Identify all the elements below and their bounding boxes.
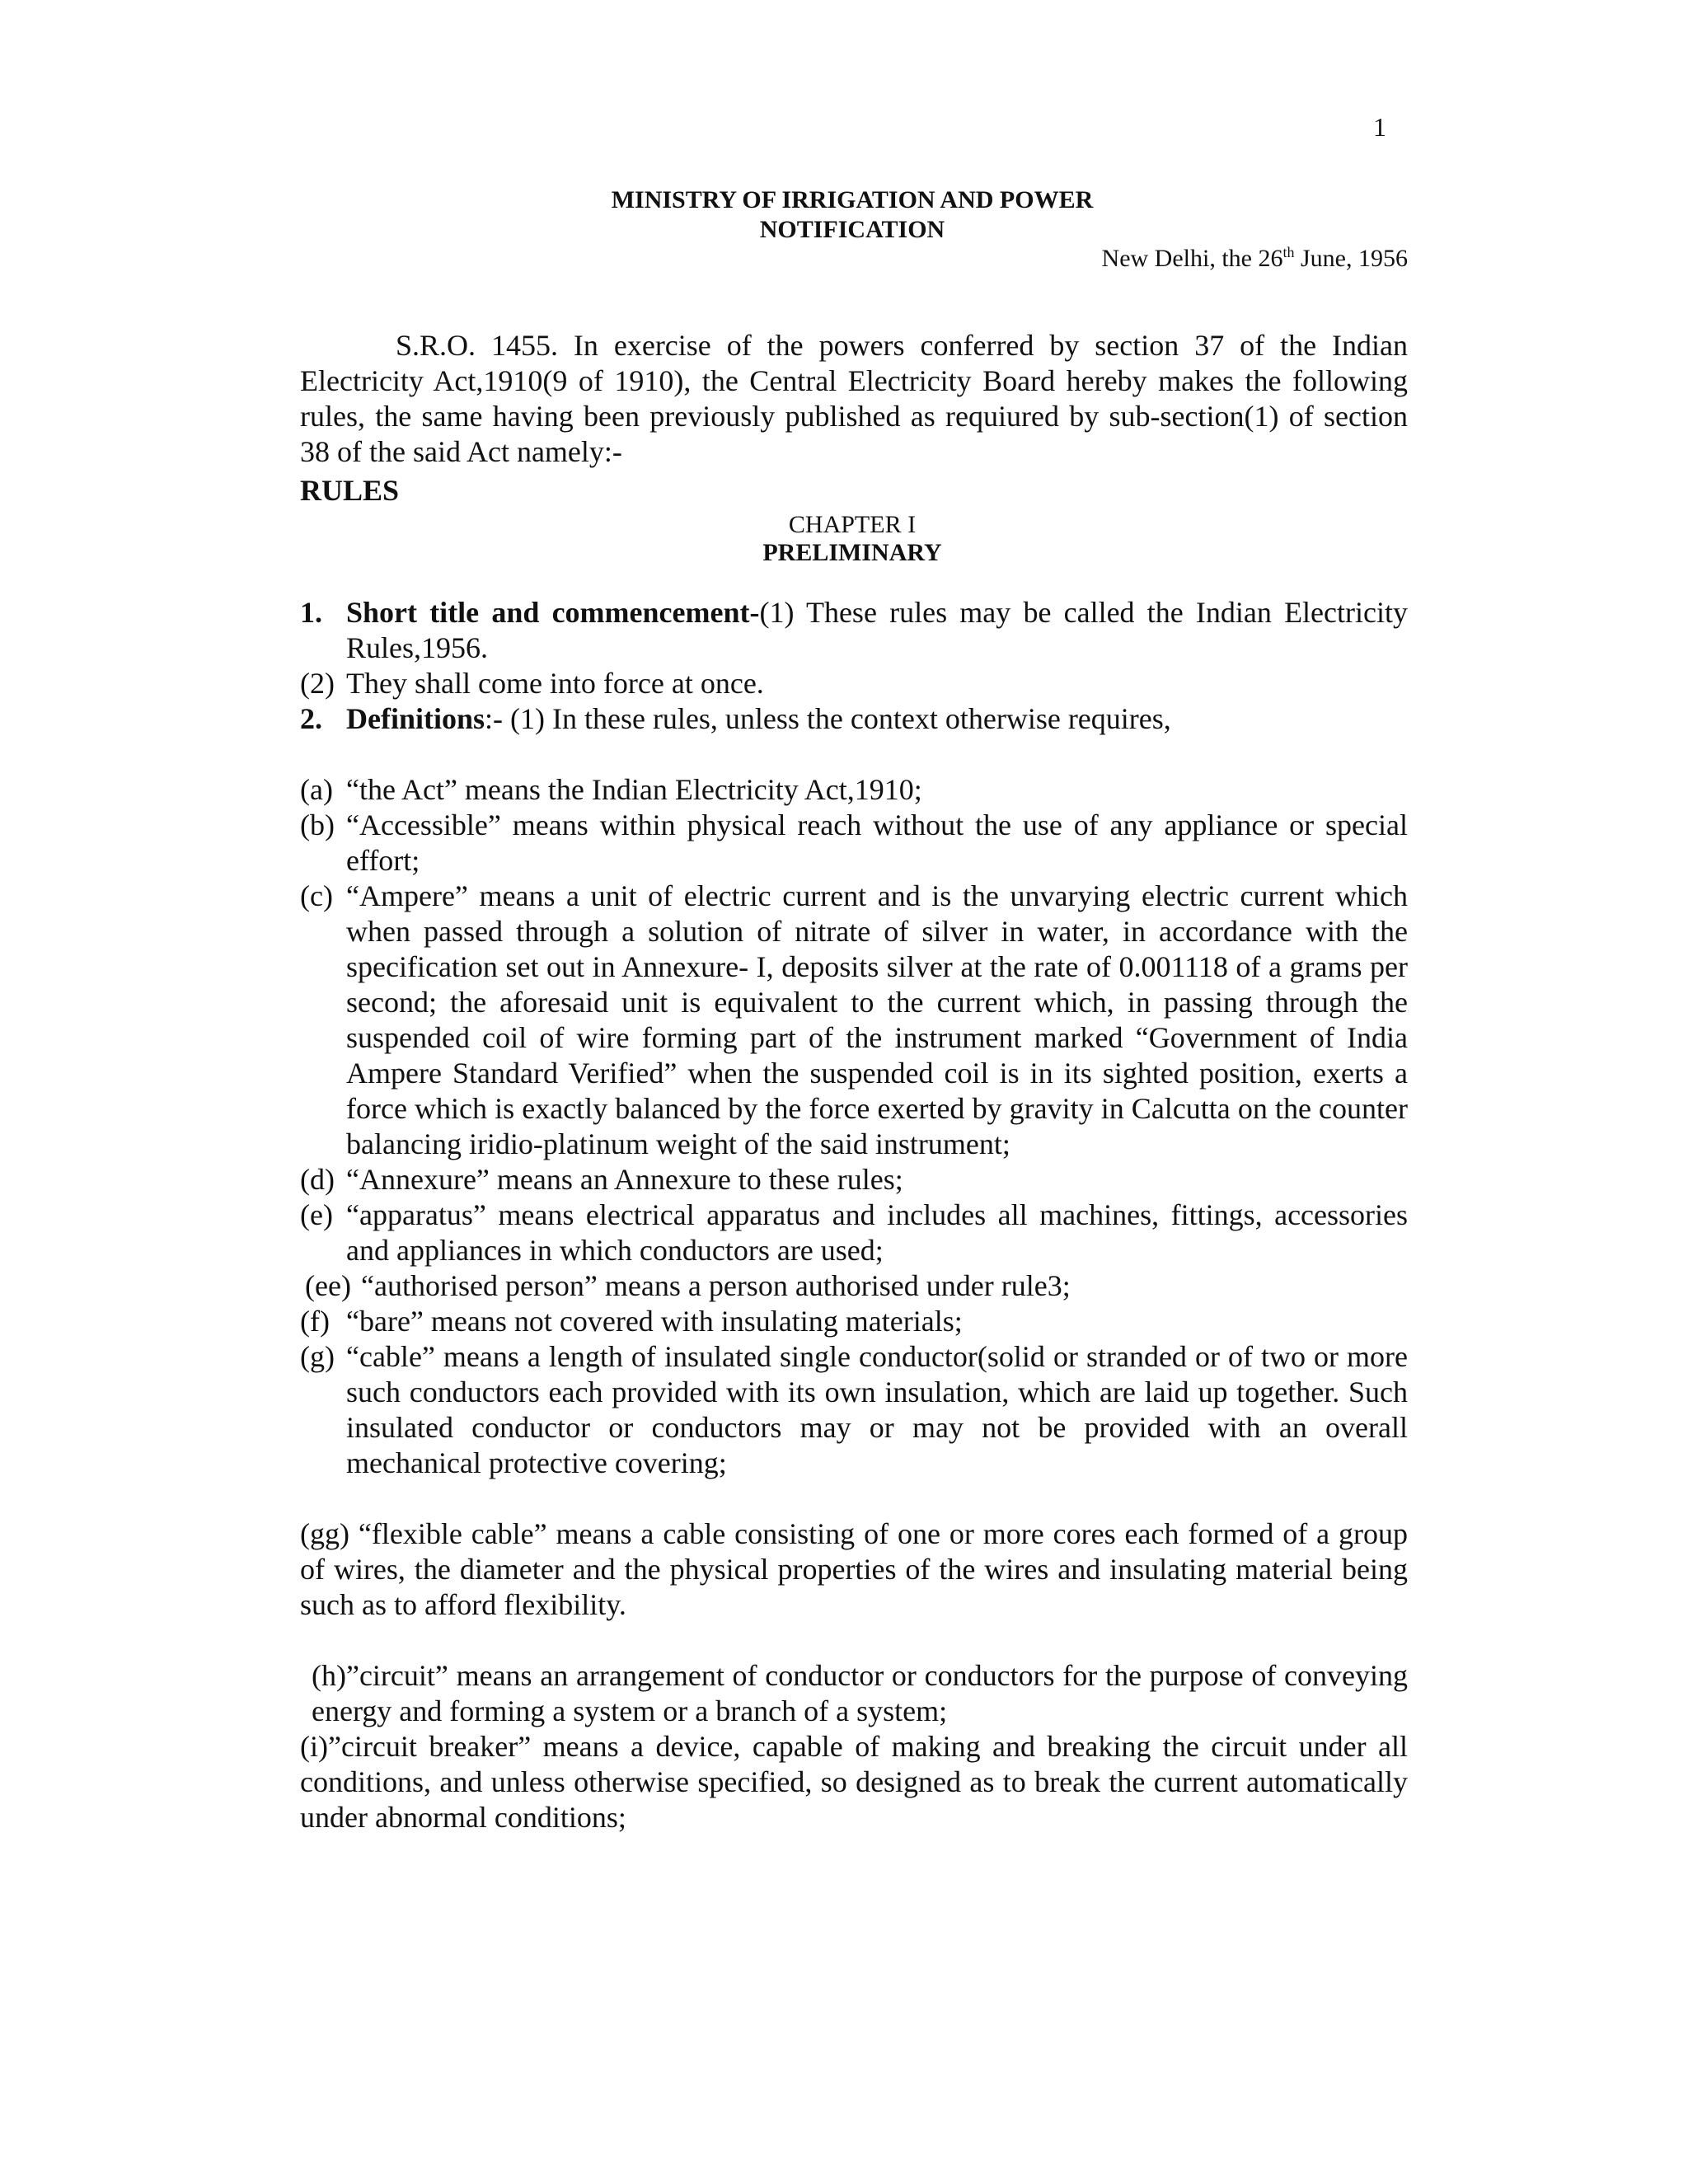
definition-item xyxy=(300,1304,1408,1339)
definition-item xyxy=(300,1197,1408,1268)
definition-label: (f) xyxy=(300,1305,330,1338)
definition-item xyxy=(305,1268,1413,1304)
date-superscript: th xyxy=(1282,244,1295,260)
definition-label: (b) xyxy=(300,808,335,841)
rule-2 xyxy=(300,701,1408,737)
rule-2-body xyxy=(346,701,1408,737)
rule-1-text: (1) These rules may be called the Indian Electricity Rules,1956. xyxy=(346,596,1408,664)
date-prefix: New Delhi, the 26 xyxy=(1101,245,1283,272)
definition-label: (ee) xyxy=(305,1269,351,1302)
definition-text: “apparatus” means electrical apparatus and includes all machines, fittings, accessories and appliances in which conductors are used; xyxy=(346,1198,1408,1267)
definition-item xyxy=(300,879,1408,1162)
page-number: 1 xyxy=(1373,112,1386,142)
definition-text: “bare” means not covered with insulating materials; xyxy=(346,1305,963,1338)
definition-label: (g) xyxy=(300,1340,335,1373)
rules-heading: RULES xyxy=(300,474,400,507)
definition-gg: (gg) “flexible cable” means a cable consisting of one or more cores each formed of a group of wires, the diameter and the physical properties of the wires and insulating material being such as to afford flexibility. xyxy=(300,1517,1408,1621)
chapter-title: PRELIMINARY xyxy=(762,539,942,566)
definition-label: (d) xyxy=(300,1163,335,1196)
definition-text: “Accessible” means within physical reach without the use of any appliance or special effort; xyxy=(346,808,1408,877)
rule-1-title: Short title and commencement- xyxy=(346,596,760,629)
definition-text: “cable” means a length of insulated single conductor(solid or stranded or of two or more such conductors each provided with its own insulation, which are laid up together. Such insulated conductor or conductors may or may not be provided with an overall mechanical protective covering; xyxy=(346,1340,1408,1479)
rule-1-2 xyxy=(300,666,1408,701)
rule-2-label: 2. xyxy=(300,702,322,735)
definition-item xyxy=(300,1162,1408,1197)
definition-label: (e) xyxy=(300,1198,333,1231)
definition-text: “the Act” means the Indian Electricity Act,1910; xyxy=(346,773,922,806)
definition-label: (c) xyxy=(300,879,333,912)
notification-heading: NOTIFICATION xyxy=(759,216,945,243)
definition-text: “Annexure” means an Annexure to these rules; xyxy=(346,1163,903,1196)
definition-h: (h)”circuit” means an arrangement of conductor or conductors for the purpose of conveying energy and forming a system or a branch of a system; xyxy=(312,1659,1408,1727)
intro-paragraph: S.R.O. 1455. In exercise of the powers conferred by section 37 of the Indian Electricity Act,1910(9 of 1910), the Central Electricity Board hereby makes the following rules, the same having been previously published as requiured by sub-section(1) of section 38 of the said Act namely:- xyxy=(300,329,1408,468)
ministry-heading: MINISTRY OF IRRIGATION AND POWER xyxy=(611,186,1094,213)
chapter-label: CHAPTER I xyxy=(788,511,917,538)
rule-1-2-label: (2) xyxy=(300,667,335,700)
definition-text: “authorised person” means a person authorised under rule3; xyxy=(361,1269,1071,1302)
definition-item xyxy=(300,1339,1408,1481)
date-suffix: June, 1956 xyxy=(1294,245,1408,272)
rule-2-title: Definitions xyxy=(346,702,485,735)
definition-item xyxy=(300,808,1408,879)
definition-item xyxy=(300,772,1408,808)
definition-label: (a) xyxy=(300,773,333,806)
rule-1 xyxy=(300,595,1408,666)
dateline xyxy=(1102,244,1408,273)
rule-1-2-text: They shall come into force at once. xyxy=(346,667,764,700)
rule-1-label: 1. xyxy=(300,596,322,629)
rule-2-text: :- (1) In these rules, unless the context otherwise requires, xyxy=(485,702,1171,735)
rule-1-body xyxy=(346,595,1408,666)
definition-text: “Ampere” means a unit of electric current and is the unvarying electric current which when passed through a solution of nitrate of silver in water, in accordance with the specification set out in Annexure- I, deposits silver at the rate of 0.001118 of a grams per second; the aforesaid unit is equivalent to the current which, in passing through the suspended coil of wire forming part of the instrument marked “Government of India Ampere Standard Verified” when the suspended coil is in its sighted position, exerts a force which is exactly balanced by the force exerted by gravity in Calcutta on the counter balancing iridio-platinum weight of the said instrument; xyxy=(346,879,1408,1160)
definition-i: (i)”circuit breaker” means a device, capable of making and breaking the circuit under all conditions, and unless otherwise specified, so designed as to break the current automatically under abnormal conditions; xyxy=(300,1730,1408,1834)
